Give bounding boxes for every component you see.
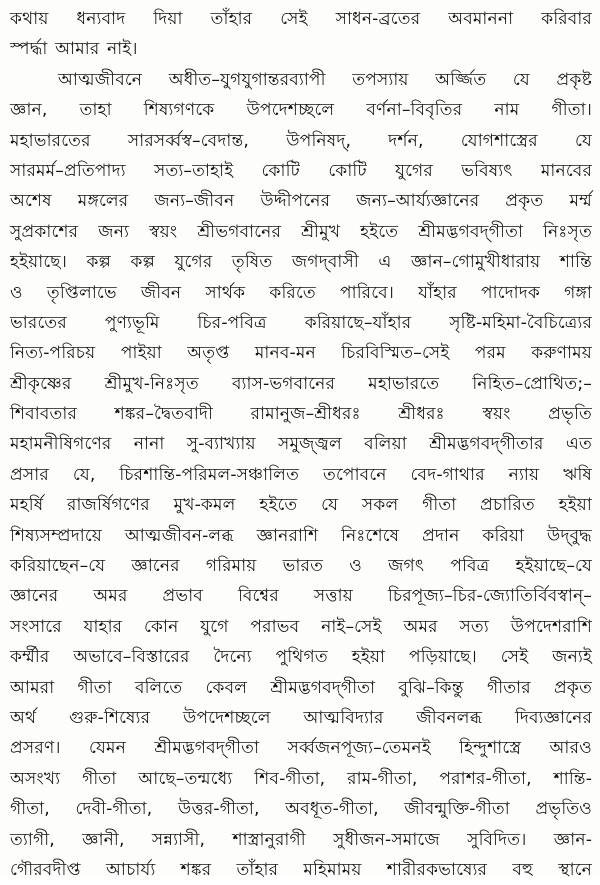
text-line: প্রসরণ। যেমন শ্রীমদ্ভগবদ্‌গীতা সর্ব্বজনপূজ্য–তেমনই হিন্দুশাস্ত্রে আরও xyxy=(10,738,592,759)
text-line: অশেষ মঙ্গলের জন্য–জীবন উদ্দীপনের জন্য–আর্য্যজ্ঞানের প্রকৃত মর্ম্ম xyxy=(10,191,592,212)
text-line: শিবাবতার শঙ্কর–দ্বৈতবাদী রামানুজ–শ্রীধরঃ শ্রীধরঃ স্বয়ং প্রভৃতি xyxy=(10,404,592,425)
text-line: জ্ঞান, তাহা শিষ্যগণকে উপদেশচ্ছলে বর্ণনা–বিবৃতির নাম গীতা। xyxy=(10,100,592,121)
text-line: শিষ্যসম্প্রদায়ে আত্মজীবন-লব্ধ জ্ঞানরাশি নিঃশেষে প্রদান করিয়া উদ্‌বুদ্ধ xyxy=(10,525,592,546)
text-line: স্পর্দ্ধা আমার নাই। xyxy=(10,39,138,60)
body-text xyxy=(10,4,592,885)
paragraph-first-line: আত্মজীবনে অধীত–যুগযুগান্তরব্যাপী তপস্যায় অর্জ্জিত যে প্রকৃষ্ট xyxy=(58,69,592,90)
text-line: হইয়াছে। কল্প কল্প যুগের তৃষিত জগদ্‌বাসী এ জ্ঞান–গোমুখীধারায় শান্তি xyxy=(10,252,592,273)
text-line: ত্যাগী, জ্ঞানী, সন্ন্যাসী, শাস্ত্রানুরাগী সুধীজন-সমাজে সুবিদিত। জ্ঞান- xyxy=(10,829,592,850)
text-line: সারমর্ম–প্রতিপাদ্য সত্য–তাহাই কোটি কোটি যুগের ভবিষ্যৎ মানবের xyxy=(10,160,592,181)
text-line: সুপ্রকাশের জন্য স্বয়ং শ্রীভগবানের শ্রীমুখ হইতে শ্রীমদ্ভগবদ্‌গীতা নিঃসৃত xyxy=(10,221,592,242)
text-line: শ্রীকৃষ্ণের শ্রীমুখ-নিঃসৃত ব্যাস-ভগবানের মহাভারতে নিহিত–প্রোথিত;– xyxy=(10,373,592,394)
text-line: প্রসার যে, চিরশান্তি-পরিমল-সঞ্চালিত তপোবনে বেদ-গাথার ন্যায় ঋষি xyxy=(10,464,592,485)
text-line: ও তৃপ্তিলাভে জীবন সার্থক করিতে পারিবে। যাঁহার পাদোদক গঙ্গা xyxy=(10,282,592,303)
text-line: কথায় ধন্যবাদ দিয়া তাঁহার সেই সাধন-ব্রতের অবমাননা করিবার xyxy=(10,9,592,29)
text-line: গৌরবদীপ্ত আচার্য্য শঙ্কর তাঁহার মহিমাময় শারীরকভাষ্যের বহু স্থানে xyxy=(10,859,592,880)
text-line: মহর্ষি রাজর্ষিগণের মুখ-কমল হইতে যে সকল গীতা প্রচারিত হইয়া xyxy=(10,495,592,516)
text-line: গীতা, দেবী-গীতা, উত্তর-গীতা, অবধূত-গীতা, জীবন্মুক্তি-গীতা প্রভৃতিও xyxy=(10,799,592,820)
text-line: ভারতের পুণ্যভূমি চির-পবিত্র করিয়াছে–যাঁহার সৃষ্টি-মহিমা-বৈচিত্র্যের xyxy=(10,312,592,333)
text-line: মহাভারতের সারসর্ব্বস্ব–বেদান্ত, উপনিষদ্‌, দর্শন, যোগশাস্ত্রের যে xyxy=(10,130,592,151)
text-line: জ্ঞানের অমর প্রভাব বিশ্বের সত্তায় চিরপূজ্য–চির-জ্যোতির্বিবস্বান্‌– xyxy=(10,586,592,607)
text-line: আমরা গীতা বলিতে কেবল শ্রীমদ্ভগবদ্‌গীতা বুঝি–কিন্তু গীতার প্রকৃত xyxy=(10,677,592,698)
text-line: মহামনীষিগণের নানা সু-ব্যাখ্যায় সমুজ্জ্বল বলিয়া শ্রীমদ্ভগবদ্‌গীতার এত xyxy=(10,434,592,455)
text-line: নিত্য-পরিচয় পাইয়া অতৃপ্ত মানব-মন চিরবিস্মিত–সেই পরম করুণাময় xyxy=(10,343,592,364)
text-line: অর্থ গুরু-শিষ্যের উপদেশচ্ছলে আত্মবিদ্যার জীবনলব্ধ দিব্যজ্ঞানের xyxy=(10,707,592,728)
text-line: করিয়াছেন–যে জ্ঞানের গরিমায় ভারত ও জগৎ পবিত্র হইয়াছে–যে xyxy=(10,556,592,577)
text-line: অসংখ্য গীতা আছে–তন্মধ্যে শিব-গীতা, রাম-গীতা, পরাশর-গীতা, শান্তি- xyxy=(10,768,592,789)
text-line: সংসারে যাহার কোন যুগে পরাভব নাই–সেই অমর সত্য উপদেশরাশি xyxy=(10,616,592,637)
text-line: কর্ম্মীর অভাবে–বিস্তারের দৈন্যে পুথিগত হইয়া পড়িয়াছে। সেই জন্যই xyxy=(10,647,592,668)
